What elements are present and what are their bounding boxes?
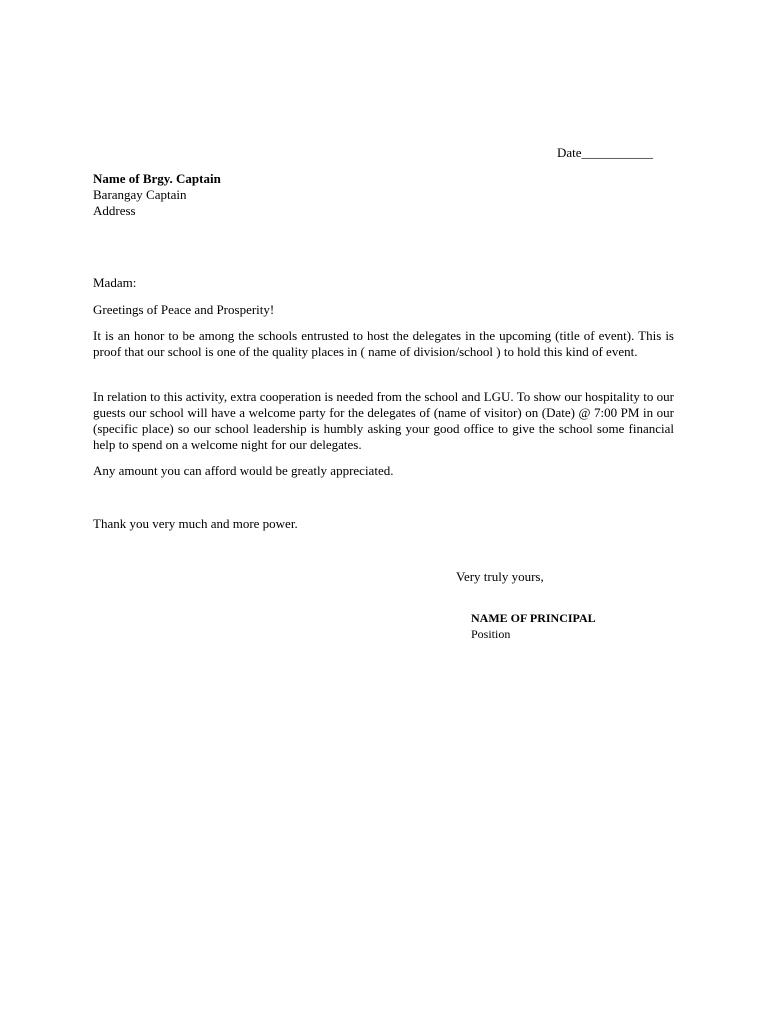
paragraph-appreciation: Any amount you can afford would be greatly appreciated.	[93, 463, 394, 478]
paragraph-honor: It is an honor to be among the schools entrusted to host the delegates in the upcoming (title of event). This is proof that our school is one of the quality places in ( name of division/school ) to hold this kind of event.	[93, 328, 674, 359]
signature-block	[471, 610, 596, 642]
closing-line: Very truly yours,	[456, 569, 544, 584]
recipient-address: Address	[93, 203, 136, 218]
recipient-block	[93, 171, 221, 219]
recipient-title: Barangay Captain	[93, 187, 187, 202]
signatory-name: NAME OF PRINCIPAL	[471, 611, 596, 625]
greeting: Greetings of Peace and Prosperity!	[93, 302, 275, 317]
recipient-name: Name of Brgy. Captain	[93, 171, 221, 186]
thanks-line: Thank you very much and more power.	[93, 516, 298, 531]
signatory-position: Position	[471, 627, 511, 641]
date-line: Date___________	[557, 145, 654, 160]
salutation: Madam:	[93, 275, 137, 290]
paragraph-request: In relation to this activity, extra cooperation is needed from the school and LGU. To show our hospitality to our guests our school will have a welcome party for the delegates of (name of visitor) on (Date) @ 7:00 PM in our (specific place) so our school leadership is humbly asking your good office to give the school some financial help to spend on a welcome night for our delegates.	[93, 389, 674, 452]
